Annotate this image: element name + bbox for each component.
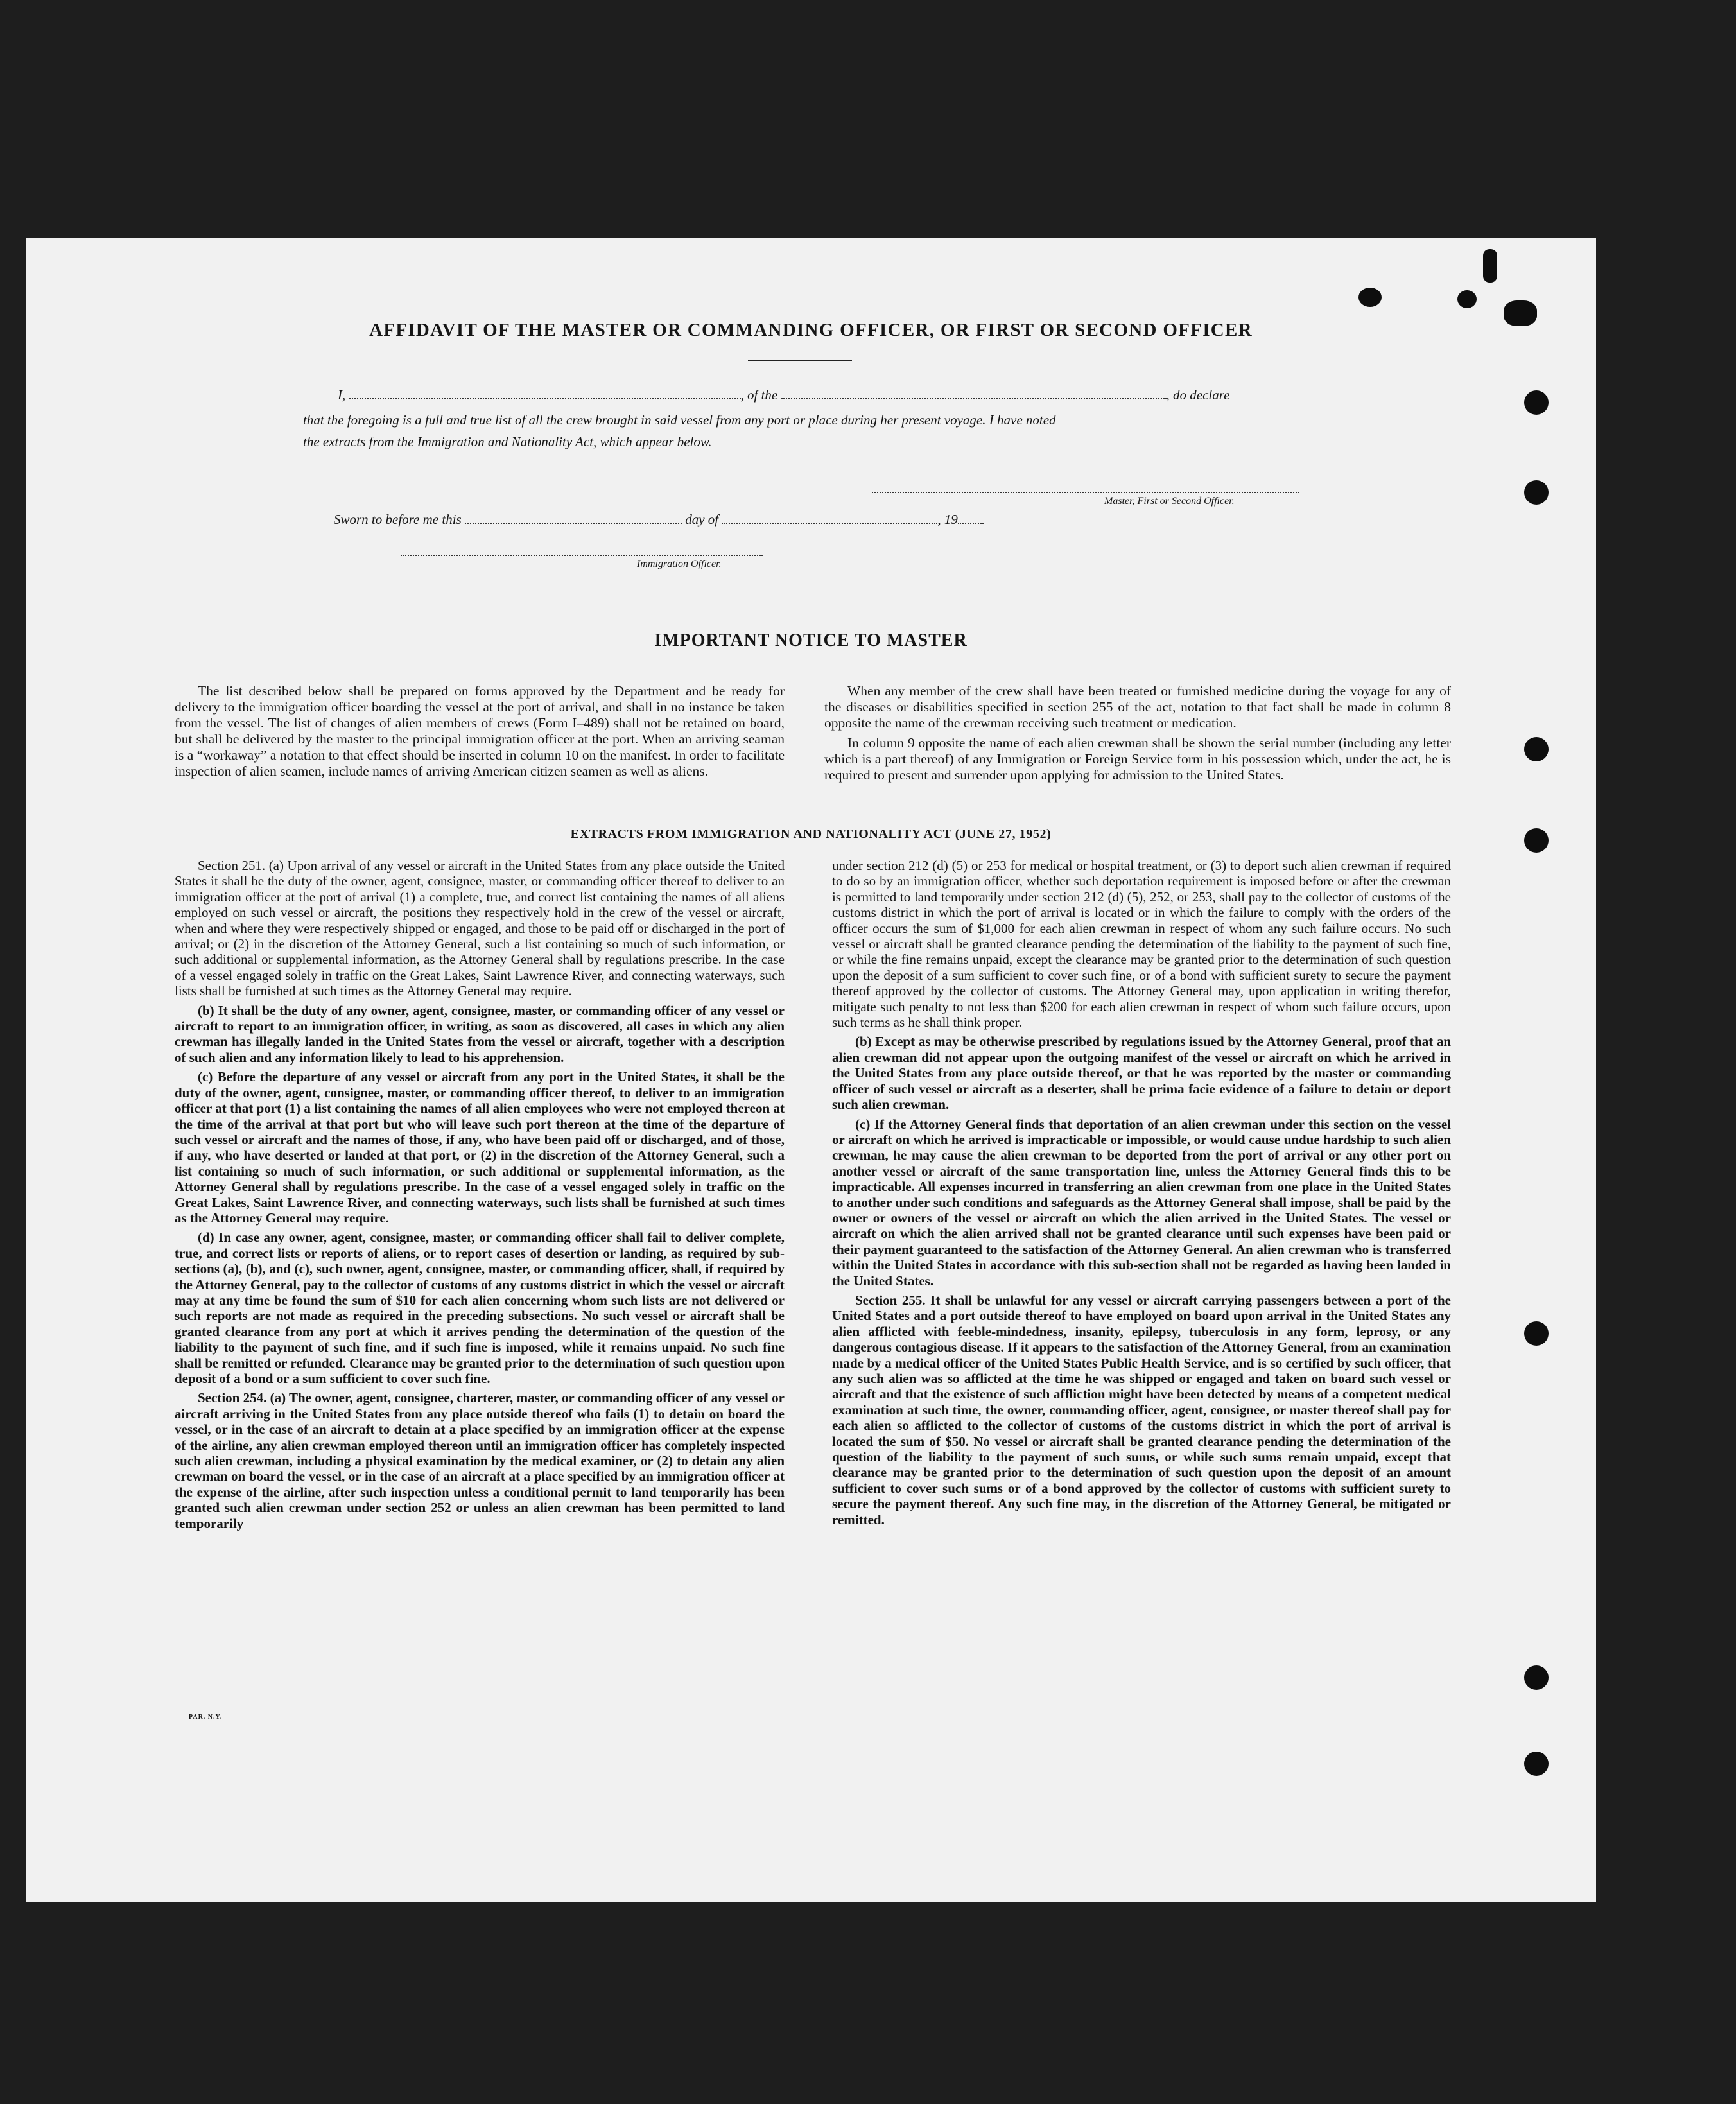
affidavit-title: AFFIDAVIT OF THE MASTER OR COMMANDING OFFICER, OR FIRST OR SECOND OFFICER bbox=[369, 320, 1253, 340]
title-underline bbox=[748, 360, 852, 361]
document-page bbox=[26, 238, 1596, 1902]
section-254-a-continued: under section 212 (d) (5) or 253 for medical or hospital treatment, or (3) to deport such alien crewman if required to do so by an immigration officer, whether such deportation requirement is imposed before or after the crewman is permitted to land temporarily under section 212 (d) (5), 252, or 253, shall pay to the collector of customs of the customs district in which the port of arrival is located or in which the failure to comply with the orders of the officer occurs the sum of $1,000 for each alien crewman in respect of whom any such failure occurs. No such vessel or aircraft shall be granted clearance pending the determination of the liability to the payment of such fine, or while the fine remains unpaid, except the clearance may be granted prior to the determination of such question upon the deposit of a sum sufficient to cover such fine, or of a bond with sufficient surety to secure the payment thereof approved by the collector of customs. The Attorney General may, upon application in writing therefor, mitigate such penalty to not less than $200 for each alien crewman in respect of whom such failure occurs, upon such terms as he shall think proper. bbox=[832, 858, 1451, 1030]
section-255: Section 255. It shall be unlawful for any vessel or aircraft carrying passengers between a port of the United States and a port outside thereof to have employed on board upon arrival in the United States any alien afflicted with feeble-mindedness, insanity, epilepsy, tuberculosis in any form, leprosy, or any dangerous contagious disease. If it appears to the satisfaction of the Attorney General, from an examination made by a medical officer of the United States Public Health Service, and is so certified by such officer, that any such alien was so afflicted at the time he was shipped or engaged and taken on board such vessel or aircraft and that the existence of such affliction might have been detected by means of a competent medical examination at such time, the owner, commanding officer, agent, consignee, or master thereof shall pay for each alien so afflicted to the collector of customs of the customs district in which the port of arrival is located the sum of $50. No vessel or aircraft shall be granted clearance pending the determination of the question of the liability to the payment of such sums, or while such sums remain unpaid, except that clearance may be granted prior to the determination of such question upon the deposit of an amount sufficient to cover such sums or of a bond approved by the collector of customs with sufficient surety to secure the payment thereof. Any such fine may, in the discretion of the Attorney General, be mitigated or remitted. bbox=[832, 1292, 1451, 1527]
day-of-label: day of bbox=[685, 512, 719, 527]
year-label: , 19 bbox=[937, 512, 958, 527]
binder-hole bbox=[1524, 1321, 1549, 1346]
notice-title: IMPORTANT NOTICE TO MASTER bbox=[654, 630, 968, 650]
officer-signature-line bbox=[401, 555, 763, 556]
affidavit-line-2: that the foregoing is a full and true list of all the crew brought in said vessel from any port or place during her present voyage. I have noted bbox=[303, 412, 1056, 428]
extracts-right-column bbox=[832, 858, 1451, 1531]
section-254-b: (b) Except as may be otherwise prescribed by regulations issued by the Attorney General, proof that an alien crewman did not appear upon the outgoing manifest of the vessel or aircraft on which he arrived in the United States from any place outside thereof, or that he was reported by the master or commanding officer of such vessel or aircraft as a deserter, shall be prima facie evidence of a failure to detain or deport such alien crewman. bbox=[832, 1034, 1451, 1113]
affidavit-line-1 bbox=[338, 387, 1229, 403]
notice-right-paragraph-2: In column 9 opposite the name of each alien crewman shall be shown the serial number (including any letter which is a part thereof) of any Immigration or Foreign Service form in his possession which, under the act, he is required to present and surrender upon applying for admission to the United States. bbox=[824, 735, 1451, 783]
officer-caption: Immigration Officer. bbox=[637, 559, 722, 569]
section-254-c: (c) If the Attorney General finds that deportation of an alien crewman under this section on the vessel or aircraft on which he arrived is impracticable or impossible, or would cause undue hardship to such alien crewman, he may cause the alien crewman to be deported from the port of arrival or any other port on another vessel or aircraft of the same transportation line, unless the Attorney General finds this to be impracticable. All expenses incurred in transferring an alien crewman from one place in the United States to another under such conditions and safeguards as the Attorney General shall impose, shall be paid by the owner or owners of the vessel or aircraft on which the alien arrived in the United States. The vessel or aircraft on which the alien arrived shall not be granted clearance until such expenses have been paid or their payment guaranteed to the satisfaction of the Attorney General. An alien crewman who is transferred within the United States in accordance with this sub-section shall not be regarded as having been landed in the United States. bbox=[832, 1116, 1451, 1289]
affidavit-i-label: I, bbox=[338, 387, 346, 403]
binder-hole bbox=[1524, 737, 1549, 761]
ink-blot bbox=[1504, 300, 1537, 326]
sworn-label: Sworn to before me this bbox=[334, 512, 462, 527]
year-blank bbox=[958, 511, 984, 524]
section-254-a: Section 254. (a) The owner, agent, consignee, charterer, master, or commanding officer of any vessel or aircraft arriving in the United States from any place outside thereof who fails (1) to detain on board the vessel, or in the case of an aircraft to detain at a place specified by an immigration officer at the expense of the airline, any alien crewman employed thereon until an immigration officer has completely inspected such alien crewman, including a physical examination by the medical examiner, or (2) to detain any alien crewman on board the vessel, or in the case of an aircraft at a place specified by an immigration officer at the expense of the airline, after such inspection unless a conditional permit to land temporarily has been granted such alien crewman under section 252 or unless an alien crewman has been permitted to land temporarily bbox=[175, 1390, 785, 1531]
master-signature-line bbox=[872, 492, 1299, 493]
binder-hole bbox=[1524, 390, 1549, 415]
binder-hole bbox=[1524, 1752, 1549, 1776]
ink-blot bbox=[1457, 290, 1477, 308]
extracts-title: EXTRACTS FROM IMMIGRATION AND NATIONALITY ACT (JUNE 27, 1952) bbox=[570, 827, 1052, 841]
name-blank bbox=[349, 387, 741, 399]
notice-right-column bbox=[824, 683, 1451, 787]
notice-left-column bbox=[175, 683, 785, 783]
master-caption: Master, First or Second Officer. bbox=[1104, 496, 1235, 507]
notice-right-paragraph-1: When any member of the crew shall have been treated or furnished medicine during the voyage for any of the diseases or disabilities specified in section 255 of the act, notation to that fact shall be made in column 8 opposite the name of the crewman receiving such treatment or medication. bbox=[824, 683, 1451, 731]
section-251-a: Section 251. (a) Upon arrival of any vessel or aircraft in the United States from any place outside the United States it shall be the duty of the owner, agent, consignee, master, or commanding officer thereof to deliver to an immigration officer at the port of arrival (1) a complete, true, and correct list containing the names of all aliens employed on such vessel or aircraft, the positions they respectively hold in the crew of the vessel or aircraft, when and where they were respectively shipped or engaged, and those to be paid off or discharged in the port of arrival; or (2) in the discretion of the Attorney General, such a list containing so much of such information, or such additional or supplemental information, as the Attorney General shall by regulations prescribe. In the case of a vessel engaged solely in traffic on the Great Lakes, Saint Lawrence River, and connecting waterways, such lists shall be furnished at such times as the Attorney General may require. bbox=[175, 858, 785, 999]
binder-hole bbox=[1524, 1665, 1549, 1690]
vessel-blank bbox=[781, 387, 1167, 399]
extracts-left-column bbox=[175, 858, 785, 1535]
section-251-c: (c) Before the departure of any vessel or aircraft from any port in the United States, it shall be the duty of the owner, agent, consignee, master, or commanding officer thereof, to deliver to an immigration officer at that port (1) a list containing the names of all alien employees who were not employed thereon at the time of the arrival at that port but who will leave such port thereon at the time of the departure of such vessel or aircraft and the names of those, if any, who have been paid off or discharged, and of those, if any, who have deserted or landed at that port, or (2) in the discretion of the Attorney General, such a list containing so much of such information, or such additional or supplemental information, as the Attorney General shall by regulations prescribe. In the case of a vessel engaged solely in traffic on the Great Lakes, Saint Lawrence River, and connecting waterways, such lists shall be furnished at such times as the Attorney General may require. bbox=[175, 1069, 785, 1226]
affidavit-line-3: the extracts from the Immigration and Nationality Act, which appear below. bbox=[303, 434, 712, 449]
affidavit-of-the-label: , of the bbox=[740, 387, 778, 403]
section-251-b: (b) It shall be the duty of any owner, agent, consignee, master, or commanding officer of any vessel or aircraft to report to an immigration officer, in writing, as soon as discovered, all cases in which any alien crewman has illegally landed in the United States from the vessel or aircraft, together with a description of such alien and any information likely to lead to his apprehension. bbox=[175, 1002, 785, 1065]
ink-blot bbox=[1483, 249, 1497, 283]
notice-left-paragraph: The list described below shall be prepared on forms approved by the Department and be ready for delivery to the immigration officer boarding the vessel at the port of arrival, and shall in no instance be taken from the vessel. The list of changes of alien members of crews (Form I–489) shall not be retained on board, but shall be delivered by the master to the principal immigration officer at the port. When an arriving seaman is a “workaway” a notation to that effect should be inserted in column 10 on the manifest. In order to facilitate inspection of alien seamen, include names of arriving American citizen seamen as well as aliens. bbox=[175, 683, 785, 779]
ink-blot bbox=[1358, 288, 1382, 307]
sworn-line bbox=[334, 511, 984, 528]
section-251-d: (d) In case any owner, agent, consignee, master, or commanding officer shall fail to deliver complete, true, and correct lists or reports of aliens, or to report cases of desertion or landing, as required by sub-sections (a), (b), and (c), such owner, agent, consignee, master, or commanding officer, shall, if required by the Attorney General, pay to the collector of customs of any customs district in which the vessel or aircraft may at any time be found the sum of $10 for each alien concerning whom such lists are not delivered or such reports are not made as required in the preceding subsections. No such vessel or aircraft shall be granted clearance from any port at which it arrives pending the determination of the question of the liability to the payment of such fine, and if such fine is imposed, while it remains unpaid. No such fine shall be remitted or refunded. Clearance may be granted prior to the determination of such question upon deposit of a bond or a sum sufficient to cover such fine. bbox=[175, 1230, 785, 1386]
binder-hole bbox=[1524, 480, 1549, 505]
binder-hole bbox=[1524, 828, 1549, 853]
affidavit-declare-label: , do declare bbox=[1166, 387, 1230, 403]
sworn-month-blank bbox=[722, 511, 937, 524]
sworn-day-blank bbox=[465, 511, 682, 524]
printer-mark: PAR. N.Y. bbox=[189, 1714, 223, 1721]
